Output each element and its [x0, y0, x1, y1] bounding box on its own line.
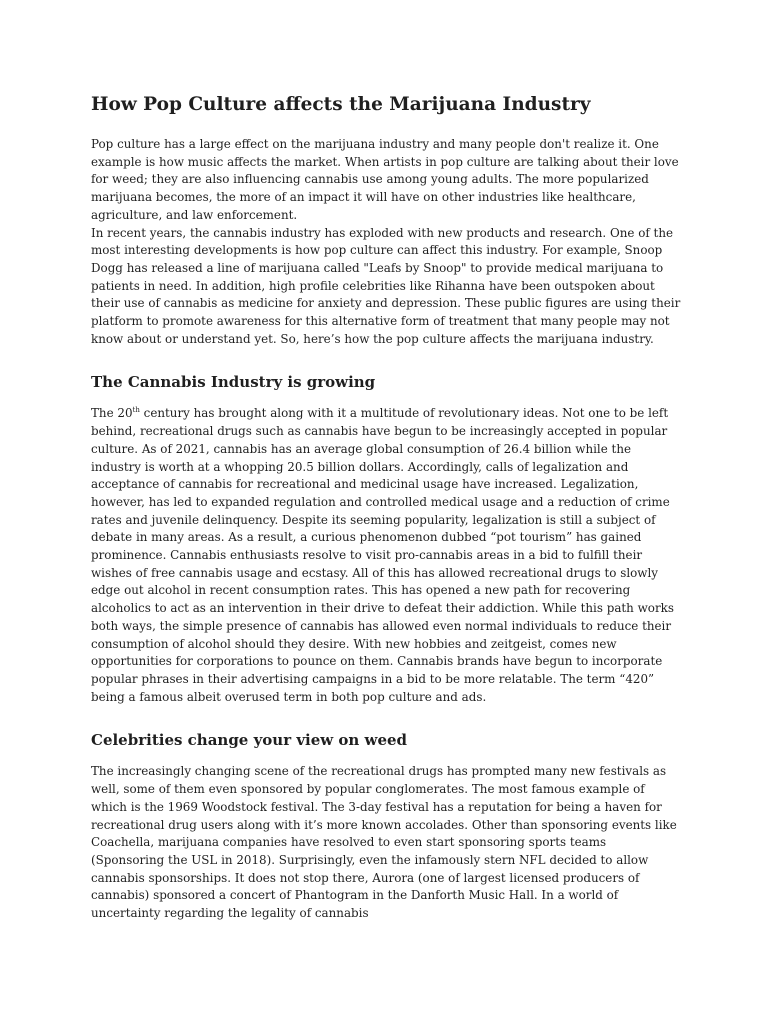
intro-paragraph-1: Pop culture has a large effect on the marijuana industry and many people don't realize it. One example is how music affects the market. When artists in pop culture are talking about their love for weed; they are also influencing cannabis use among young adults. The more popularized marijuana becomes, the more of an impact it will have on other industries like healthcare, agriculture, and law enforcement. — [91, 137, 679, 222]
document-title: How Pop Culture affects the Marijuana Industry — [91, 94, 591, 115]
paragraph-lead-text: The 20 — [91, 406, 133, 421]
section-heading-cannabis-industry: The Cannabis Industry is growing — [91, 373, 376, 392]
section-spacer — [91, 348, 681, 371]
section-spacer — [91, 706, 681, 729]
section-heading-celebrities: Celebrities change your view on weed — [91, 731, 408, 750]
intro-paragraph-2: In recent years, the cannabis industry has exploded with new products and research. One of the most interesting developments is how pop culture can affect this industry. For example, Snoop Dogg has released a line of marijuana called "Leafs by Snoop" to provide medical marijuana to patients in need. In addition, high profile celebrities like Rihanna have been outspoken about their use of cannabis as medicine for anxiety and depression. These public figures are using their platform to promote awareness for this alternative form of treatment that many people may not know about or understand yet. So, here’s how the pop culture affects the marijuana industry. — [91, 225, 681, 346]
document-page — [91, 92, 681, 923]
ordinal-superscript: th — [132, 406, 140, 415]
paragraph-body-text: century has brought along with it a multitude of revolutionary ideas. Not one to be left behind, recreational drugs such as cannabis have begun to be increasingly accepted in popular culture. As of 2021, cannabis has an average global consumption of 26.4 billion while the industry is worth at a whopping 20.5 billion dollars. Accordingly, calls of legalization and acceptance of cannabis for recreational and medicinal usage have increased. Legalization, however, has led to expanded regulation and controlled medical usage and a reduction of crime rates and juvenile delinquency. Despite its seeming popularity, legalization is still a subject of debate in many areas. As a result, a curious phenomenon dubbed “pot tourism” has gained prominence. Cannabis enthusiasts resolve to visit pro-cannabis areas in a bid to fulfill their wishes of free cannabis usage and ecstasy. All of this has allowed recreational drugs to slowly edge out alcohol in recent consumption rates. This has opened a new path for recovering alcoholics to act as an intervention in their drive to defeat their addiction. While this path works both ways, the simple presence of cannabis has allowed even normal individuals to reduce their consumption of alcohol should they desire. With new hobbies and zeitgeist, comes new opportunities for corporations to pounce on them. Cannabis brands have begun to incorporate popular phrases in their advertising campaigns in a bid to be more relatable. The term “420” being a famous albeit overused term in both pop culture and ads. — [91, 406, 674, 704]
section-paragraph-cannabis-industry — [91, 405, 681, 706]
section-paragraph-celebrities: The increasingly changing scene of the recreational drugs has prompted many new festivals as well, some of them even sponsored by popular conglomerates. The most famous example of which is the 1969 Woodstock festival. The 3-day festival has a reputation for being a haven for recreational drug users along with it’s more known accolades. Other than sponsoring events like Coachella, marijuana companies have resolved to even start sponsoring sports teams (Sponsoring the USL in 2018). Surprisingly, even the infamously stern NFL decided to allow cannabis sponsorships. It does not stop there, Aurora (one of largest licensed producers of cannabis) sponsored a concert of Phantogram in the Danforth Music Hall. In a world of uncertainty regarding the legality of cannabis — [91, 764, 677, 921]
